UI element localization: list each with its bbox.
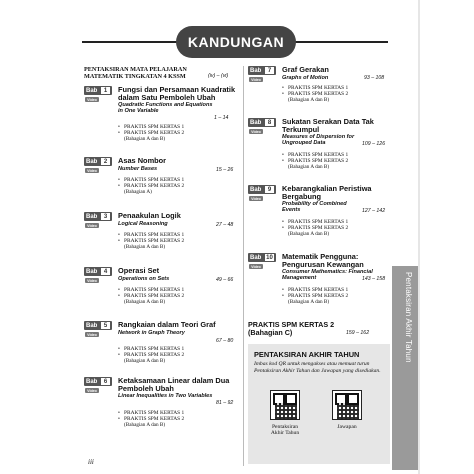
chapter-title: Penaakulan Logik <box>118 211 181 220</box>
chapter-6[interactable] <box>84 377 240 447</box>
chapter-subtitle: Operations on Sets <box>118 276 170 282</box>
practice-list <box>118 346 184 364</box>
kertas2-line2: (Bahagian C) <box>248 328 293 337</box>
video-icon[interactable]: Video <box>249 77 263 82</box>
practice-note: (Bahagian A dan B) <box>288 299 330 306</box>
chapter-title: Fungsi dan Persamaan Kuadratik dalam Satu Pemboleh Ubah <box>118 85 236 102</box>
practice-note: (Bahagian A dan B) <box>124 422 166 429</box>
title-banner <box>82 26 388 58</box>
practice-list <box>282 219 348 237</box>
practice-note: (Bahagian A dan B) <box>124 244 166 251</box>
kertas2-heading[interactable] <box>248 321 334 337</box>
practice-item[interactable]: • PRAKTIS SPM KERTAS 2 <box>282 293 348 299</box>
video-icon[interactable]: Video <box>249 196 263 201</box>
chapter-pages: 49 – 66 <box>216 277 234 283</box>
practice-list <box>118 410 184 428</box>
practice-note: (Bahagian A dan B) <box>124 299 166 306</box>
qr-label-answers: Jawapan <box>337 424 357 430</box>
practice-item[interactable]: • PRAKTIS SPM KERTAS 2 <box>118 293 184 299</box>
practice-list <box>282 287 348 305</box>
box-description: Imbas kod QR untuk mengakses atau memuat turun Pentaksiran Akhir Tahun dan Jawapan yang disediakan. <box>254 361 381 374</box>
chapter-pages: 27 – 48 <box>216 222 234 228</box>
chapter-title: Asas Nombor <box>118 156 167 165</box>
bab-badge: Bab 5 <box>84 321 112 330</box>
qr-label-assessment: Pentaksiran Akhir Tahun <box>270 424 300 437</box>
chapter-title: Matematik Pengguna: Pengurusan Kewangan <box>282 252 364 269</box>
practice-item[interactable]: • PRAKTIS SPM KERTAS 1 <box>118 124 184 130</box>
chapter-subtitle: Graphs of Motion <box>282 75 329 81</box>
bab-badge: Bab 10 <box>248 253 276 262</box>
kertas2-line1: PRAKTIS SPM KERTAS 2 <box>248 320 335 329</box>
chapter-1[interactable] <box>84 86 240 148</box>
practice-item[interactable]: • PRAKTIS SPM KERTAS 1 <box>282 219 348 225</box>
bab-badge: Bab 7 <box>248 66 276 75</box>
practice-item[interactable]: • PRAKTIS SPM KERTAS 1 <box>282 85 348 91</box>
practice-item[interactable]: • PRAKTIS SPM KERTAS 2 <box>118 352 184 358</box>
video-icon[interactable]: Video <box>85 388 99 393</box>
practice-list <box>282 152 348 170</box>
chapter-subtitle: Logical Reasoning <box>118 221 168 227</box>
practice-list <box>118 287 184 305</box>
practice-list <box>282 85 348 103</box>
practice-item[interactable]: • PRAKTIS SPM KERTAS 2 <box>118 183 184 189</box>
side-tab-label: Pentaksiran Akhir Tahun <box>404 272 413 363</box>
chapter-title: Graf Gerakan <box>282 65 329 74</box>
practice-list <box>118 232 184 250</box>
bab-badge: Bab 8 <box>248 118 276 127</box>
chapter-title: Rangkaian dalam Teori Graf <box>118 320 216 329</box>
chapter-subtitle: Consumer Mathematics: Financial Management <box>282 269 373 282</box>
practice-item[interactable]: • PRAKTIS SPM KERTAS 2 <box>282 225 348 231</box>
practice-item[interactable]: • PRAKTIS SPM KERTAS 1 <box>118 177 184 183</box>
chapter-7[interactable] <box>248 66 392 112</box>
chapter-subtitle: Network in Graph Theory <box>118 330 185 336</box>
chapter-10[interactable] <box>248 253 392 317</box>
chapter-3[interactable] <box>84 212 240 262</box>
bab-badge: Bab 3 <box>84 212 112 221</box>
chapter-8[interactable] <box>248 118 392 180</box>
year-end-assessment-box <box>248 344 390 464</box>
chapter-pages: 109 – 126 <box>362 141 386 147</box>
chapter-title: Operasi Set <box>118 266 160 275</box>
chapter-title: Sukatan Serakan Data Tak Terkumpul <box>282 117 374 134</box>
intro-pages: (iv) – (vi) <box>208 73 229 79</box>
chapter-pages: 1 – 14 <box>214 115 229 121</box>
kertas2-pages: 159 – 162 <box>346 330 370 336</box>
page-number: iii <box>88 458 94 466</box>
practice-list <box>118 124 184 142</box>
practice-note: (Bahagian A) <box>124 189 152 196</box>
chapter-title: Ketaksamaan Linear dalam Dua Pemboleh Ubah <box>118 376 230 393</box>
practice-note: (Bahagian A dan B) <box>288 164 330 171</box>
chapter-5[interactable] <box>84 321 240 371</box>
bab-badge: Bab 4 <box>84 267 112 276</box>
chapter-pages: 15 – 26 <box>216 167 234 173</box>
video-icon[interactable]: Video <box>249 129 263 134</box>
video-icon[interactable]: Video <box>85 168 99 173</box>
practice-item[interactable]: • PRAKTIS SPM KERTAS 1 <box>118 287 184 293</box>
chapter-9[interactable] <box>248 185 392 247</box>
chapter-subtitle: Measures of Dispersion for Ungrouped Data <box>282 134 355 147</box>
chapter-subtitle: Linear Inequalities in Two Variables <box>118 393 213 399</box>
chapter-pages: 67 – 80 <box>216 338 234 344</box>
practice-item[interactable]: • PRAKTIS SPM KERTAS 1 <box>282 152 348 158</box>
practice-item[interactable]: • PRAKTIS SPM KERTAS 2 <box>282 91 348 97</box>
practice-note: (Bahagian A dan B) <box>288 97 330 104</box>
video-icon[interactable]: Video <box>85 332 99 337</box>
intro-title-line2[interactable]: MATEMATIK TINGKATAN 4 KSSM <box>84 73 186 80</box>
video-icon[interactable]: Video <box>249 264 263 269</box>
chapter-pages: 127 – 142 <box>362 208 386 214</box>
box-title: PENTAKSIRAN AKHIR TAHUN <box>254 350 360 359</box>
chapter-pages: 93 – 108 <box>364 75 385 81</box>
chapter-subtitle: Quadratic Functions and Equations in One Variable <box>118 102 213 115</box>
practice-list <box>118 177 184 195</box>
chapter-pages: 81 – 92 <box>216 400 234 406</box>
practice-item[interactable]: • PRAKTIS SPM KERTAS 1 <box>118 410 184 416</box>
practice-item[interactable]: • PRAKTIS SPM KERTAS 2 <box>118 416 184 422</box>
bab-badge: Bab 9 <box>248 185 276 194</box>
practice-item[interactable]: • PRAKTIS SPM KERTAS 2 <box>282 158 348 164</box>
page-title: KANDUNGAN <box>176 26 296 58</box>
chapter-subtitle: Number Bases <box>118 166 158 172</box>
qr-code-icon[interactable] <box>270 390 300 420</box>
bab-badge: Bab 1 <box>84 86 112 95</box>
practice-note: (Bahagian A dan B) <box>288 231 330 238</box>
video-icon[interactable]: Video <box>85 97 99 102</box>
bab-badge: Bab 6 <box>84 377 112 386</box>
practice-item[interactable]: • PRAKTIS SPM KERTAS 2 <box>118 238 184 244</box>
practice-item[interactable]: • PRAKTIS SPM KERTAS 1 <box>118 346 184 352</box>
chapter-title: Kebarangkalian Peristiwa Bergabung <box>282 184 372 201</box>
intro-title-line1[interactable]: PENTAKSIRAN MATA PELAJARAN <box>84 66 187 73</box>
chapter-pages: 143 – 158 <box>362 276 386 282</box>
video-icon[interactable]: Video <box>85 223 99 228</box>
chapter-2[interactable] <box>84 157 240 207</box>
qr-code-icon[interactable] <box>332 390 362 420</box>
page-edge-strip <box>418 0 420 474</box>
practice-item[interactable]: • PRAKTIS SPM KERTAS 2 <box>118 130 184 136</box>
bab-badge: Bab 2 <box>84 157 112 166</box>
chapter-subtitle: Probability of Combined Events <box>282 201 347 214</box>
column-divider <box>243 66 244 466</box>
practice-note: (Bahagian A dan B) <box>124 136 166 143</box>
chapter-4[interactable] <box>84 267 240 317</box>
practice-note: (Bahagian A dan B) <box>124 358 166 365</box>
practice-item[interactable]: • PRAKTIS SPM KERTAS 1 <box>118 232 184 238</box>
video-icon[interactable]: Video <box>85 278 99 283</box>
practice-item[interactable]: • PRAKTIS SPM KERTAS 1 <box>282 287 348 293</box>
